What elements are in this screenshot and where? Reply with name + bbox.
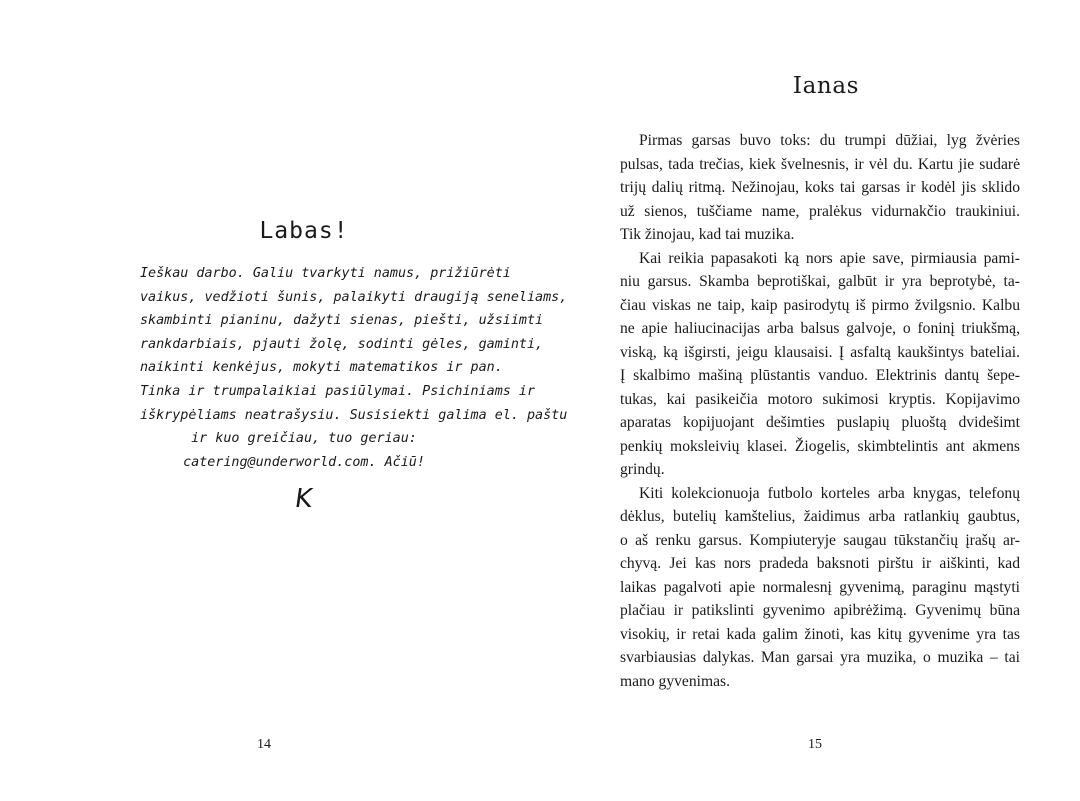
text-line: Tik žinojau, kad tai muzika. bbox=[620, 226, 795, 243]
text-line: aparatas kopijuojant dešimties puslapių pluoštą dvidešimt bbox=[620, 414, 1020, 431]
text-line: mano gyvenimas. bbox=[620, 672, 731, 690]
note-line: catering@underworld.com. Ačiū! bbox=[183, 454, 425, 470]
text-line: ne apie haliucinacijas arba balsus galvoje, o foninį triukšmą, bbox=[620, 320, 1020, 337]
text-line: tukas, kai pasikeičia motoro sukimosi kryptis. Kopijavimo bbox=[620, 390, 1020, 408]
text-line: o aš renku garsus. Kompiuteryje saugau tūkstančių įrašų ar- bbox=[620, 531, 1020, 549]
text-line: chyvą. Jei kas nors pradeda baksnoti pirštu ir aiškinti, kad bbox=[620, 555, 1020, 572]
note-line: naikinti kenkėjus, mokyti matematikos ir pan. bbox=[140, 360, 503, 376]
text-line: pulsas, tada trečias, kiek švelnesnis, ir vėl du. Kartu jie sudarė bbox=[620, 155, 1020, 173]
text-line: už sienos, tuščiame name, pralėkus vidurnakčio traukiniui. bbox=[620, 202, 1020, 220]
note-line: ir kuo greičiau, tuo geriau: bbox=[191, 431, 417, 447]
note-line: vaikus, vedžioti šunis, palaikyti draugiją seneliams, bbox=[140, 289, 568, 305]
text-line: dėklus, butelių kamštelius, žaidimus arba ratlankių gaubtus, bbox=[620, 508, 1020, 525]
text-line: laikas pagalvoti apie normalesnį gyvenimą, paraginu mąstyti bbox=[620, 578, 1020, 596]
text-line: visokių, ir retai kada galim žinoti, kas kitų gyvenime yra tas bbox=[620, 625, 1020, 643]
note-line: rankdarbiais, pjauti žolę, sodinti gėles, gaminti, bbox=[140, 336, 544, 352]
text-line: grindų. bbox=[620, 461, 665, 478]
note-line: Tinka ir trumpalaikiai pasiūlymai. Psichiniams ir bbox=[140, 383, 536, 399]
page-number-left: 14 bbox=[257, 737, 271, 752]
note-signature: K bbox=[293, 484, 315, 515]
text-line: Pirmas garsas buvo toks: du trumpi dūžiai, lyg žvėries bbox=[639, 132, 1020, 149]
text-line: penkių moksleivių klasei. Žiogelis, skimbtelintis ant akmens bbox=[620, 437, 1020, 455]
page-number-right: 15 bbox=[808, 737, 822, 752]
text-line: čiau viskas ne taip, kaip pasirodytų iš pirmo žvilgsnio. Kalbu bbox=[620, 296, 1020, 314]
right-page bbox=[540, 0, 1080, 801]
text-line: Kai reikia papasakoti ką nors apie save, pirmiausia pami- bbox=[639, 249, 1020, 267]
text-line: trijų dalių ritmą. Nežinojau, koks tai garsas ir kodėl jis sklido bbox=[620, 179, 1020, 196]
text-line: Kiti kolekcionuoja futbolo korteles arba knygas, telefonų bbox=[639, 484, 1020, 502]
handwritten-note bbox=[140, 218, 568, 515]
note-line: skambinti pianinu, dažyti sienas, piešti, užsiimti bbox=[140, 313, 544, 329]
text-line: plačiau ir patikslinti gyvenimo apibrėžimą. Gyvenimų būna bbox=[620, 602, 1020, 619]
note-greeting: Labas! bbox=[259, 218, 349, 244]
text-line: Į skalbimo mašiną plūstantis vanduo. Elektrinis dantų šepe- bbox=[620, 367, 1020, 384]
note-body bbox=[140, 262, 568, 474]
text-line: viską, ką išgirsti, jeigu klausaisi. Į asfaltą kaukšintys bateliai. bbox=[620, 343, 1020, 361]
body-text bbox=[620, 129, 1020, 693]
text-line: svarbiausias dalykas. Man garsai yra muzika, o muzika – tai bbox=[620, 649, 1020, 666]
chapter-title: Ianas bbox=[792, 73, 860, 99]
text-line: niu garsus. Skamba beprotiškai, galbūt ir yra beprotybė, ta- bbox=[620, 273, 1020, 290]
note-line: Ieškau darbo. Galiu tvarkyti namus, prižiūrėti bbox=[140, 266, 511, 281]
note-line: iškrypėliams neatrašysiu. Susisiekti galima el. paštu bbox=[140, 407, 568, 423]
